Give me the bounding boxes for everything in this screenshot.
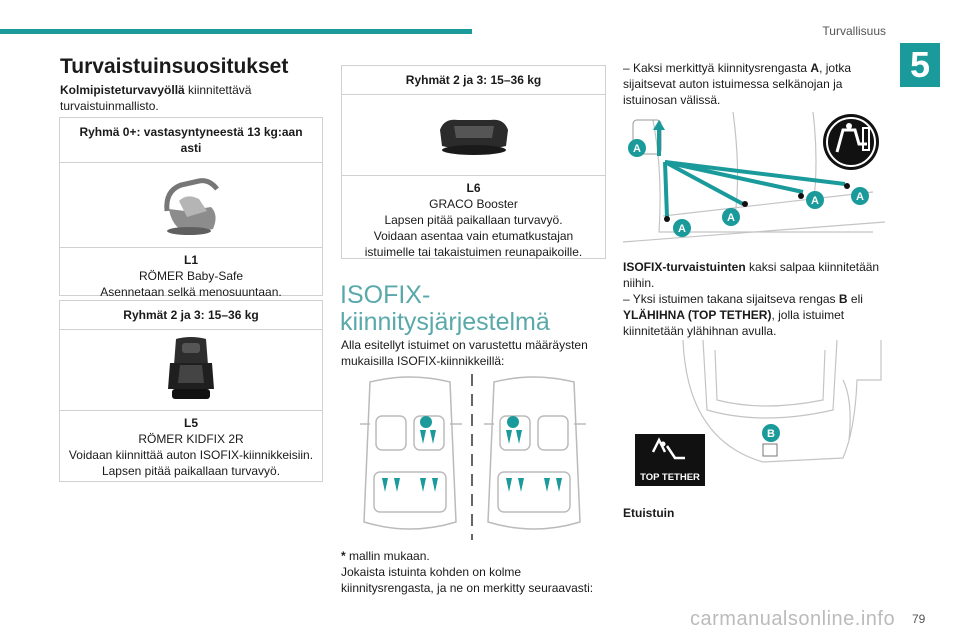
chapter-number-badge: 5: [900, 43, 940, 87]
rings-a-paragraph: [623, 60, 885, 108]
page-number: 79: [912, 612, 926, 626]
isofix-paragraph: Alla esitellyt istuimet on varustettu määräysten mukaisilla ISOFIX-kiinnikkeillä:: [341, 338, 588, 368]
note-text: mallin mukaan.: [345, 549, 430, 563]
header-accent-bar: [0, 29, 472, 34]
intro-text: kiinnitettävä turvaistuinmallisto.: [60, 83, 252, 113]
top-tether-diagram: [623, 340, 885, 492]
seat-box-l6: [341, 65, 606, 259]
graco-booster-image: [342, 95, 605, 176]
top-tether-paragraph: [623, 291, 885, 339]
seat-line: Voidaan kiinnittää auton ISOFIX-kiinnikkeisiin.: [68, 448, 314, 462]
rings-a-prefix: – Kaksi merkittyä kiinnitysrengasta: [623, 61, 811, 75]
section-title: Turvallisuus: [822, 24, 886, 38]
note-star: *: [341, 549, 346, 563]
isofix-latch-text: kaksi salpaa kiinnitetään niihin.: [623, 260, 880, 290]
intro-bold: Kolmipisteturvavyöllä: [60, 83, 185, 97]
seat-line: Lapsen pitää paikallaan turvavyö.: [384, 213, 563, 227]
seat-code: L6: [466, 181, 481, 195]
tether-icon-text: TOP TETHER: [640, 472, 700, 483]
kidfix-image: [60, 330, 322, 411]
tether-prefix: – Yksi istuimen takana sijaitseva rengas: [623, 292, 839, 306]
svg-text:A: A: [811, 195, 819, 207]
seat-line: RÖMER KIDFIX 2R: [138, 432, 244, 446]
seat-line: Lapsen pitää paikallaan turvavyö.: [101, 464, 281, 478]
car-outline-left: [360, 377, 462, 529]
rings-a-text: , jotka sijaitsevat auton istuimessa selkänojan ja istuinosan välissä.: [623, 61, 852, 107]
intro-paragraph: [60, 82, 310, 114]
baby-safe-image: [60, 163, 322, 248]
page-title: Turvaistuinsuositukset: [60, 55, 289, 78]
seat-code: L1: [183, 253, 198, 267]
seat-box-l1: [59, 117, 323, 299]
isofix-latch-paragraph: [623, 259, 885, 291]
infant-carrier-icon: [159, 171, 223, 239]
watermark: carmanualsonline.info: [690, 608, 896, 630]
ring-b-label: [762, 424, 780, 442]
svg-text:B: B: [767, 428, 775, 440]
tether-bold-b: B: [838, 292, 848, 306]
isofix-latch-bold: ISOFIX-turvaistuinten: [623, 260, 746, 274]
tether-mid: eli: [847, 292, 863, 306]
booster-cushion-icon: [434, 110, 514, 160]
seat-box-header: Ryhmä 0+: vastasyntyneestä 13 kg:aan asti: [60, 118, 322, 163]
car-outline-right: [484, 377, 586, 529]
seatback-outline: [683, 340, 881, 462]
seat-line: RÖMER Baby-Safe: [138, 269, 244, 283]
svg-text:A: A: [678, 223, 686, 235]
isofix-seat-layout-diagram: [350, 372, 600, 542]
seat-code: L5: [183, 416, 198, 430]
tether-text: , jolla istuimet kiinnitetään ylähihnan avulla.: [623, 308, 845, 338]
booster-seat-icon: [164, 335, 218, 405]
isofix-heading-line1: ISOFIX-: [340, 281, 431, 309]
note-paragraph: [341, 548, 603, 564]
isofix-markers: [420, 416, 519, 428]
tether-anchor: [763, 444, 777, 456]
isofix-heading: [340, 282, 550, 336]
rings-paragraph: Jokaista istuinta kohden on kolme kiinnitysrengasta, ja ne on merkitty seuraavasti:: [341, 565, 594, 595]
isofix-heading-line2: kiinnitysjärjestelmä: [340, 308, 550, 336]
seat-box-header: Ryhmät 2 ja 3: 15–36 kg: [342, 66, 605, 95]
svg-text:A: A: [633, 143, 641, 155]
seat-line: Asennetaan selkä menosuuntaan.: [100, 285, 282, 299]
seat-box-header: Ryhmät 2 ja 3: 15–36 kg: [60, 301, 322, 330]
seat-box-l5: [59, 300, 323, 482]
rings-a-bold: A: [810, 61, 820, 75]
svg-text:A: A: [727, 212, 735, 224]
seat-line: GRACO Booster: [429, 197, 518, 211]
top-tether-icon: [635, 434, 705, 486]
rear-seat-anchor-diagram: [623, 112, 885, 252]
tether-bold-name: YLÄHIHNA (TOP TETHER): [623, 308, 772, 322]
anchor-pointer-lines: [665, 162, 845, 217]
front-seat-label: Etuistuin: [623, 506, 675, 520]
svg-text:A: A: [856, 191, 864, 203]
seat-line: Voidaan asentaa vain etumatkustajan istuimelle tai takaistuimen reunapaikoille.: [364, 229, 583, 259]
isofix-symbol-icon: [823, 114, 879, 170]
